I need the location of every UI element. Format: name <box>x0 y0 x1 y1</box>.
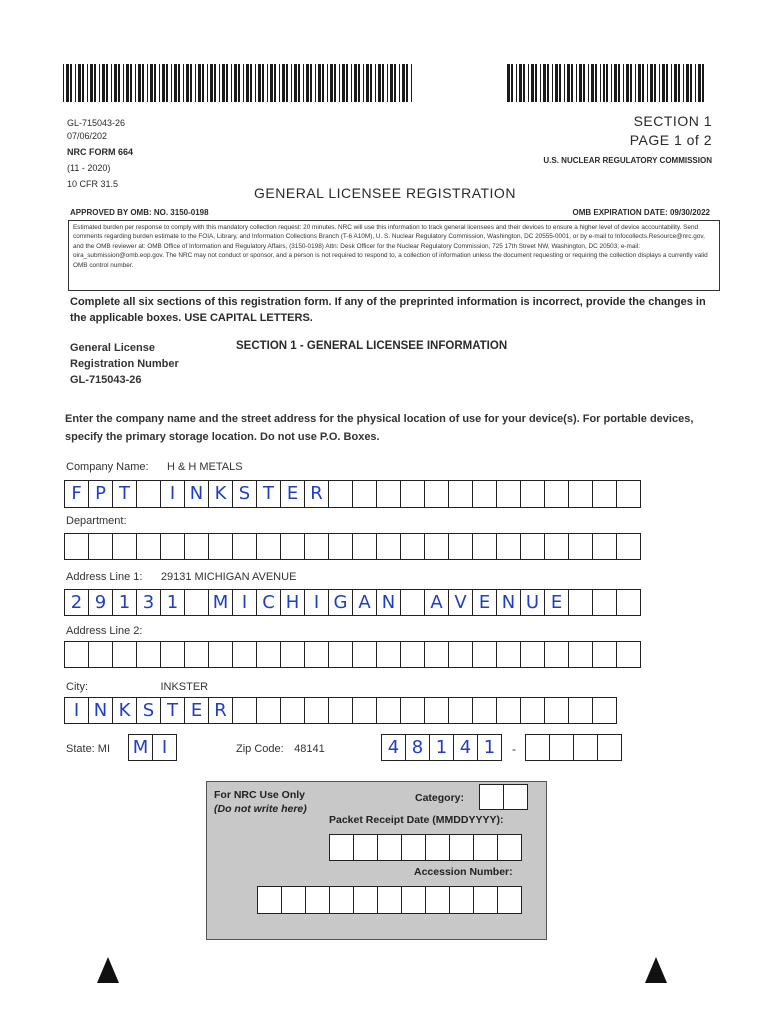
char-box[interactable] <box>160 533 185 560</box>
char-box[interactable] <box>425 886 450 914</box>
char-box[interactable] <box>448 697 473 724</box>
registration-block <box>70 340 179 388</box>
char-box[interactable] <box>544 533 569 560</box>
char-box[interactable]: V <box>448 589 473 616</box>
char-box[interactable] <box>376 641 401 668</box>
triangle-icon <box>97 957 119 983</box>
char-box[interactable]: M <box>128 734 153 761</box>
instructions: Complete all six sections of this registration form. If any of the preprinted information is incorrect, provide the changes in the applicable boxes. USE CAPITAL LETTERS. <box>70 296 706 324</box>
char-box[interactable]: E <box>544 589 569 616</box>
char-box[interactable] <box>256 533 281 560</box>
char-box[interactable] <box>473 886 498 914</box>
zip-dash: - <box>512 742 516 756</box>
char-box[interactable] <box>136 533 161 560</box>
enter-instructions: Enter the company name and the street address for the physical location of use for your device(s). For portable devices, specify the primary storage location. Do not use P.O. Boxes. <box>65 413 694 443</box>
char-box[interactable] <box>400 697 425 724</box>
char-box[interactable] <box>616 641 641 668</box>
gl-number: GL-715043-26 <box>67 118 126 128</box>
char-box[interactable]: G <box>328 589 353 616</box>
char-box[interactable] <box>472 533 497 560</box>
registration-label-1: General License <box>70 342 155 354</box>
header-left <box>67 115 133 192</box>
char-box[interactable]: R <box>304 480 329 508</box>
address1-preprinted: 29131 MICHIGAN AVENUE <box>160 571 297 583</box>
char-box[interactable] <box>401 834 426 861</box>
char-box[interactable]: N <box>88 697 113 724</box>
omb-expiration: OMB EXPIRATION DATE: 09/30/2022 <box>572 208 710 217</box>
char-box[interactable] <box>496 480 521 508</box>
char-box[interactable] <box>400 480 425 508</box>
char-box[interactable] <box>352 533 377 560</box>
char-box[interactable]: S <box>232 480 257 508</box>
char-box[interactable] <box>496 697 521 724</box>
char-box[interactable]: 1 <box>477 734 502 761</box>
char-box[interactable] <box>305 886 330 914</box>
char-box[interactable] <box>376 697 401 724</box>
char-box[interactable] <box>400 589 425 616</box>
company-preprinted: H & H METALS <box>167 461 243 473</box>
char-box[interactable]: I <box>232 589 257 616</box>
char-box[interactable] <box>257 886 282 914</box>
char-box[interactable]: N <box>376 589 401 616</box>
char-box[interactable]: T <box>112 480 137 508</box>
char-box[interactable]: T <box>256 480 281 508</box>
nrc-use-panel <box>206 781 547 940</box>
char-box[interactable] <box>377 886 402 914</box>
char-box[interactable] <box>479 784 504 810</box>
address1-label-row <box>66 567 296 585</box>
char-box[interactable] <box>232 533 257 560</box>
char-box[interactable] <box>549 734 574 761</box>
char-box[interactable] <box>425 834 450 861</box>
company-label-row <box>66 457 243 475</box>
triangle-icon <box>645 957 667 983</box>
char-box[interactable] <box>376 480 401 508</box>
char-box[interactable]: 4 <box>381 734 406 761</box>
char-box[interactable] <box>88 533 113 560</box>
category-boxes[interactable] <box>479 784 527 810</box>
char-box[interactable] <box>136 480 161 508</box>
char-box[interactable] <box>472 641 497 668</box>
char-box[interactable]: I <box>304 589 329 616</box>
char-box[interactable] <box>449 834 474 861</box>
char-box[interactable] <box>616 480 641 508</box>
char-box[interactable] <box>401 886 426 914</box>
char-box[interactable] <box>424 641 449 668</box>
char-box[interactable]: U <box>520 589 545 616</box>
char-box[interactable] <box>304 533 329 560</box>
nrc-use-title-1: For NRC Use Only <box>214 789 306 801</box>
char-box[interactable] <box>449 886 474 914</box>
form-revision: (11 - 2020) <box>67 163 111 173</box>
char-box[interactable]: 1 <box>429 734 454 761</box>
barcode-left <box>63 64 416 102</box>
char-box[interactable] <box>208 533 233 560</box>
city-label-row <box>66 677 208 695</box>
section-heading: SECTION 1 - GENERAL LICENSEE INFORMATION <box>236 340 508 352</box>
form-name: NRC FORM 664 <box>67 147 134 157</box>
state-boxes[interactable] <box>128 734 176 761</box>
char-box[interactable]: 9 <box>88 589 113 616</box>
char-box[interactable] <box>592 641 617 668</box>
section-label: SECTION 1 <box>633 113 712 129</box>
char-box[interactable] <box>472 697 497 724</box>
char-box[interactable] <box>568 641 593 668</box>
char-box[interactable]: F <box>64 480 89 508</box>
char-box[interactable] <box>400 533 425 560</box>
char-box[interactable] <box>496 641 521 668</box>
agency-name: U.S. NUCLEAR REGULATORY COMMISSION <box>543 156 712 165</box>
zip-preprinted: 48141 <box>294 743 325 755</box>
char-box[interactable]: H <box>280 589 305 616</box>
char-box[interactable]: K <box>112 697 137 724</box>
char-box[interactable] <box>424 697 449 724</box>
char-box[interactable] <box>88 641 113 668</box>
packet-date-boxes[interactable] <box>329 834 521 861</box>
nrc-use-title-2: (Do not write here) <box>214 803 307 815</box>
char-box[interactable] <box>280 533 305 560</box>
char-box[interactable] <box>281 886 306 914</box>
zip-label: Zip Code: <box>236 743 284 755</box>
char-box[interactable] <box>232 641 257 668</box>
char-box[interactable]: I <box>64 697 89 724</box>
char-box[interactable]: E <box>280 480 305 508</box>
char-box[interactable] <box>497 886 522 914</box>
char-box[interactable] <box>448 641 473 668</box>
char-box[interactable]: I <box>160 480 185 508</box>
char-box[interactable] <box>568 533 593 560</box>
char-box[interactable] <box>328 533 353 560</box>
char-box[interactable] <box>328 480 353 508</box>
char-box[interactable] <box>592 533 617 560</box>
char-box[interactable] <box>472 480 497 508</box>
char-box[interactable] <box>473 834 498 861</box>
char-box[interactable] <box>424 480 449 508</box>
header-right <box>543 112 712 165</box>
char-box[interactable] <box>592 697 617 724</box>
char-box[interactable]: N <box>184 480 209 508</box>
char-box[interactable] <box>280 641 305 668</box>
char-box[interactable] <box>377 834 402 861</box>
char-box[interactable] <box>328 641 353 668</box>
char-box[interactable]: E <box>472 589 497 616</box>
char-box[interactable] <box>520 697 545 724</box>
char-box[interactable] <box>496 533 521 560</box>
accession-boxes[interactable] <box>257 886 521 914</box>
char-box[interactable] <box>160 641 185 668</box>
char-box[interactable] <box>597 734 622 761</box>
char-box[interactable] <box>352 641 377 668</box>
form-title: GENERAL LICENSEE REGISTRATION <box>254 185 516 201</box>
city-preprinted: INKSTER <box>160 681 209 693</box>
department-label-row <box>66 511 127 529</box>
char-box[interactable]: 8 <box>405 734 430 761</box>
char-box[interactable] <box>400 641 425 668</box>
char-box[interactable]: E <box>184 697 209 724</box>
char-box[interactable] <box>64 533 89 560</box>
char-box[interactable] <box>328 697 353 724</box>
char-box[interactable]: I <box>152 734 177 761</box>
cfr-reference: 10 CFR 31.5 <box>67 179 119 189</box>
registration-number: GL-715043-26 <box>70 374 142 386</box>
city-label: City: <box>66 681 88 693</box>
nrc-use-title <box>214 788 307 816</box>
char-box[interactable] <box>616 589 641 616</box>
char-box[interactable] <box>376 533 401 560</box>
char-box[interactable] <box>573 734 598 761</box>
char-box[interactable]: N <box>496 589 521 616</box>
omb-approved: APPROVED BY OMB: NO. 3150-0198 <box>70 208 209 217</box>
zip-label-row <box>236 739 325 757</box>
packet-date-label: Packet Receipt Date (MMDDYYYY): <box>329 814 504 826</box>
address1-label: Address Line 1: <box>66 571 143 583</box>
char-box[interactable]: 2 <box>64 589 89 616</box>
address1-boxes[interactable] <box>64 589 640 616</box>
state-label: State: MI <box>66 743 111 755</box>
char-box[interactable] <box>424 533 449 560</box>
char-box[interactable]: 1 <box>112 589 137 616</box>
zip-extension-boxes[interactable] <box>525 734 621 761</box>
char-box[interactable] <box>544 641 569 668</box>
char-box[interactable]: T <box>160 697 185 724</box>
char-box[interactable] <box>352 697 377 724</box>
burden-statement: Estimated burden per response to comply with this mandatory collection request: 20 minutes. NRC will use this information to track general licensees and their devices to ensure a higher level of device accountability. Send comments regarding burden estimate to the FOIA, Library, and Information Collections Branch (T-6 A10M), U. S. Nuclear Regulatory Commission, Washington, DC 20555-0001, or by e-mail to Infocollects.Resource@nrc.gov, and the OMB reviewer at: OMB Office of Information and Regulatory Affairs, (3150-0198) Attn: Desk Officer for the Nuclear Regulatory Commission, 725 17th Street NW, Washington, DC 20503; e-mail: oira_submission@omb.eop.gov. The NRC may not conduct or sponsor, and a person is not required to respond to, a collection of information unless the document requesting or requiring the collection displays a currently valid OMB control number. <box>68 220 720 291</box>
char-box[interactable] <box>520 480 545 508</box>
char-box[interactable] <box>280 697 305 724</box>
char-box[interactable]: A <box>352 589 377 616</box>
char-box[interactable] <box>568 589 593 616</box>
zip-boxes[interactable] <box>381 734 501 761</box>
char-box[interactable]: A <box>424 589 449 616</box>
category-label: Category: <box>415 792 465 804</box>
char-box[interactable] <box>448 480 473 508</box>
char-box[interactable] <box>544 697 569 724</box>
char-box[interactable] <box>304 697 329 724</box>
company-label: Company Name: <box>66 461 149 473</box>
char-box[interactable]: C <box>256 589 281 616</box>
char-box[interactable]: P <box>88 480 113 508</box>
char-box[interactable] <box>544 480 569 508</box>
accession-label: Accession Number: <box>414 866 513 878</box>
char-box[interactable]: M <box>208 589 233 616</box>
page-label: PAGE 1 of 2 <box>629 132 712 148</box>
address2-label: Address Line 2: <box>66 625 143 637</box>
department-boxes[interactable] <box>64 533 640 560</box>
char-box[interactable]: 3 <box>136 589 161 616</box>
char-box[interactable]: S <box>136 697 161 724</box>
char-box[interactable] <box>232 697 257 724</box>
char-box[interactable]: 4 <box>453 734 478 761</box>
char-box[interactable] <box>329 886 354 914</box>
state-label-row <box>66 739 110 757</box>
char-box[interactable] <box>112 641 137 668</box>
char-box[interactable] <box>184 533 209 560</box>
char-box[interactable]: K <box>208 480 233 508</box>
char-box[interactable] <box>616 533 641 560</box>
char-box[interactable] <box>568 697 593 724</box>
char-box[interactable] <box>503 784 528 810</box>
address2-label-row <box>66 621 142 639</box>
char-box[interactable] <box>448 533 473 560</box>
omb-row <box>70 208 710 217</box>
address2-boxes[interactable] <box>64 641 640 668</box>
char-box[interactable] <box>352 480 377 508</box>
char-box[interactable] <box>353 886 378 914</box>
department-label: Department: <box>66 515 127 527</box>
char-box[interactable] <box>497 834 522 861</box>
char-box[interactable]: 1 <box>160 589 185 616</box>
char-box[interactable] <box>256 697 281 724</box>
char-box[interactable] <box>353 834 378 861</box>
char-box[interactable] <box>112 533 137 560</box>
city-boxes[interactable] <box>64 697 616 724</box>
char-box[interactable] <box>592 480 617 508</box>
char-box[interactable] <box>592 589 617 616</box>
char-box[interactable]: R <box>208 697 233 724</box>
char-box[interactable] <box>520 533 545 560</box>
barcode-right <box>507 64 707 102</box>
char-box[interactable] <box>304 641 329 668</box>
char-box[interactable] <box>184 589 209 616</box>
char-box[interactable] <box>208 641 233 668</box>
char-box[interactable] <box>520 641 545 668</box>
char-box[interactable] <box>525 734 550 761</box>
registration-label-2: Registration Number <box>70 358 179 370</box>
char-box[interactable] <box>184 641 209 668</box>
company-name-boxes[interactable] <box>64 480 640 508</box>
char-box[interactable] <box>256 641 281 668</box>
char-box[interactable] <box>64 641 89 668</box>
header-date: 07/06/202 <box>67 131 108 141</box>
char-box[interactable] <box>568 480 593 508</box>
char-box[interactable] <box>136 641 161 668</box>
char-box[interactable] <box>329 834 354 861</box>
